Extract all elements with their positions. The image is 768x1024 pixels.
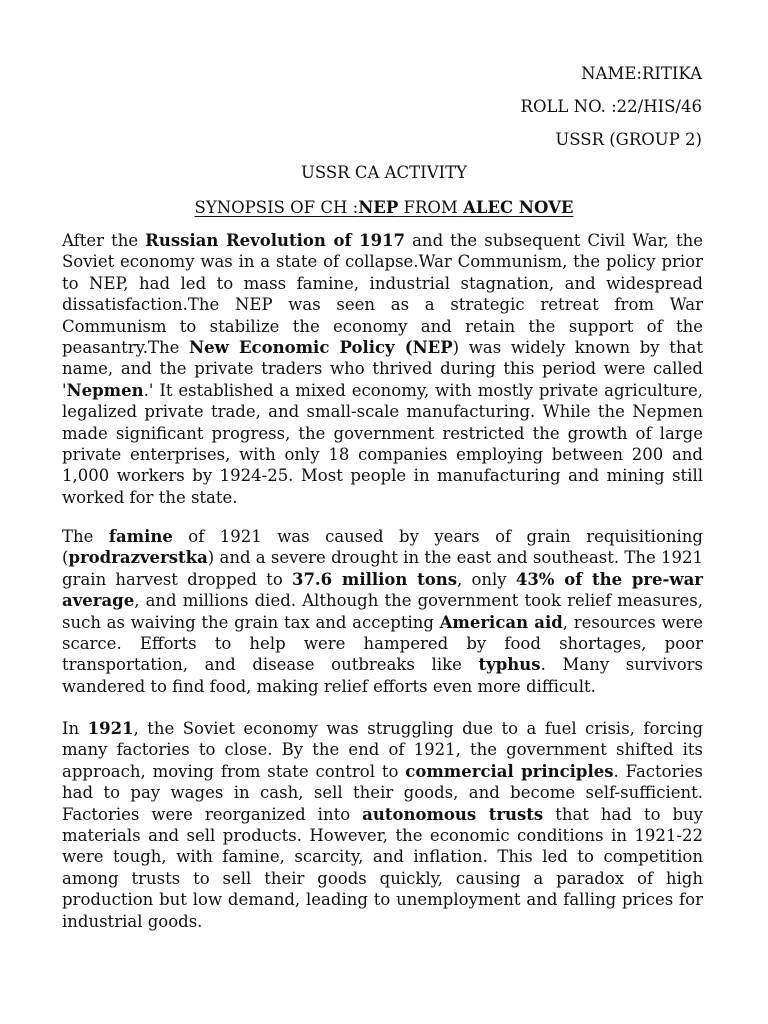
paragraph-nep	[62, 230, 703, 508]
text-run: After the	[62, 231, 146, 250]
bold-run: famine	[108, 527, 173, 546]
bold-run: 37.6 million tons	[291, 569, 458, 589]
subtitle-chapter: NEP	[358, 198, 399, 217]
document-subtitle	[0, 198, 768, 217]
header-course: USSR (GROUP 2)	[555, 130, 702, 149]
header-name: NAME:RITIKA	[581, 64, 702, 83]
text-run: ) and a severe drought in the east and southeast. The 1921 grain harvest dropped to	[62, 548, 703, 589]
subtitle-prefix: SYNOPSIS OF CH :	[194, 198, 359, 217]
bold-run: prodrazverstka	[68, 548, 208, 568]
header-roll: ROLL NO. :22/HIS/46	[520, 97, 702, 116]
text-run: . Many survivors wandered to find food, making relief efforts even more difficult.	[62, 655, 704, 696]
bold-run: Nepmen	[66, 380, 144, 400]
text-run: , the Soviet economy was struggling due to a fuel crisis, forcing many factories to close. By the end of 1921, the government shifted its approach, moving from state control to	[62, 719, 704, 781]
text-run: that had to buy materials and sell products. However, the economic conditions in 1921-22 were tough, with famine, scarcity, and inflation. This led to competition among trusts to sell their goods quickly, causing a paradox of high production but low demand, leading to unemployment and falling prices for industrial goods.	[62, 804, 704, 931]
bold-run: autonomous trusts	[362, 804, 544, 824]
text-run: , resources were scarce. Efforts to help were hampered by food shortages, poor transportation, and disease outbreaks like	[62, 612, 703, 675]
text-run: . Factories had to pay wages in cash, sell their goods, and become self-sufficient. Factories were reorganized into	[62, 761, 703, 824]
bold-run: commercial principles	[405, 761, 614, 781]
bold-run: New Economic Policy (NEP	[189, 338, 453, 358]
text-run: .' It established a mixed economy, with mostly private agriculture, legalized private trade, and small-scale manufacturing. While the Nepmen made significant progress, the government restricted the growth of large private enterprises, with only 18 companies employing between 200 and 1,000 workers by 1924-25. Most people in manufacturing and mining still worked for the state.	[62, 380, 703, 507]
text-run: and the subsequent Civil War, the Soviet economy was in a state of collapse.War Communism, the policy prior to NEP, had led to mass famine, industrial stagnation, and widespread dissatisfaction.The NEP was seen as a strategic retreat from War Communism to stabilize the economy and retain the support of the peasantry.The	[62, 231, 703, 358]
text-run: , only	[457, 569, 516, 589]
bold-run: typhus	[478, 655, 541, 675]
text-run: , and millions died. Although the government took relief measures, such as waiving the grain tax and accepting	[62, 591, 703, 632]
text-run: ) was widely known by that name, and the private traders who thrived during this period were called '	[62, 338, 703, 400]
document-title: USSR CA ACTIVITY	[300, 163, 468, 182]
subtitle-author: ALEC NOVE	[463, 198, 574, 217]
bold-run: 1921	[87, 719, 134, 738]
paragraph-famine	[62, 526, 703, 697]
text-run: The	[62, 527, 109, 546]
text-run: of 1921 was caused by years of grain requisitioning (	[62, 527, 703, 568]
text-run: In	[62, 719, 88, 738]
bold-run: 43% of the pre-war average	[62, 569, 703, 611]
bold-run: Russian Revolution of 1917	[145, 231, 406, 250]
subtitle-middle: FROM	[398, 198, 464, 217]
bold-run: American aid	[439, 612, 563, 632]
paragraph-1921-economy	[62, 718, 703, 932]
